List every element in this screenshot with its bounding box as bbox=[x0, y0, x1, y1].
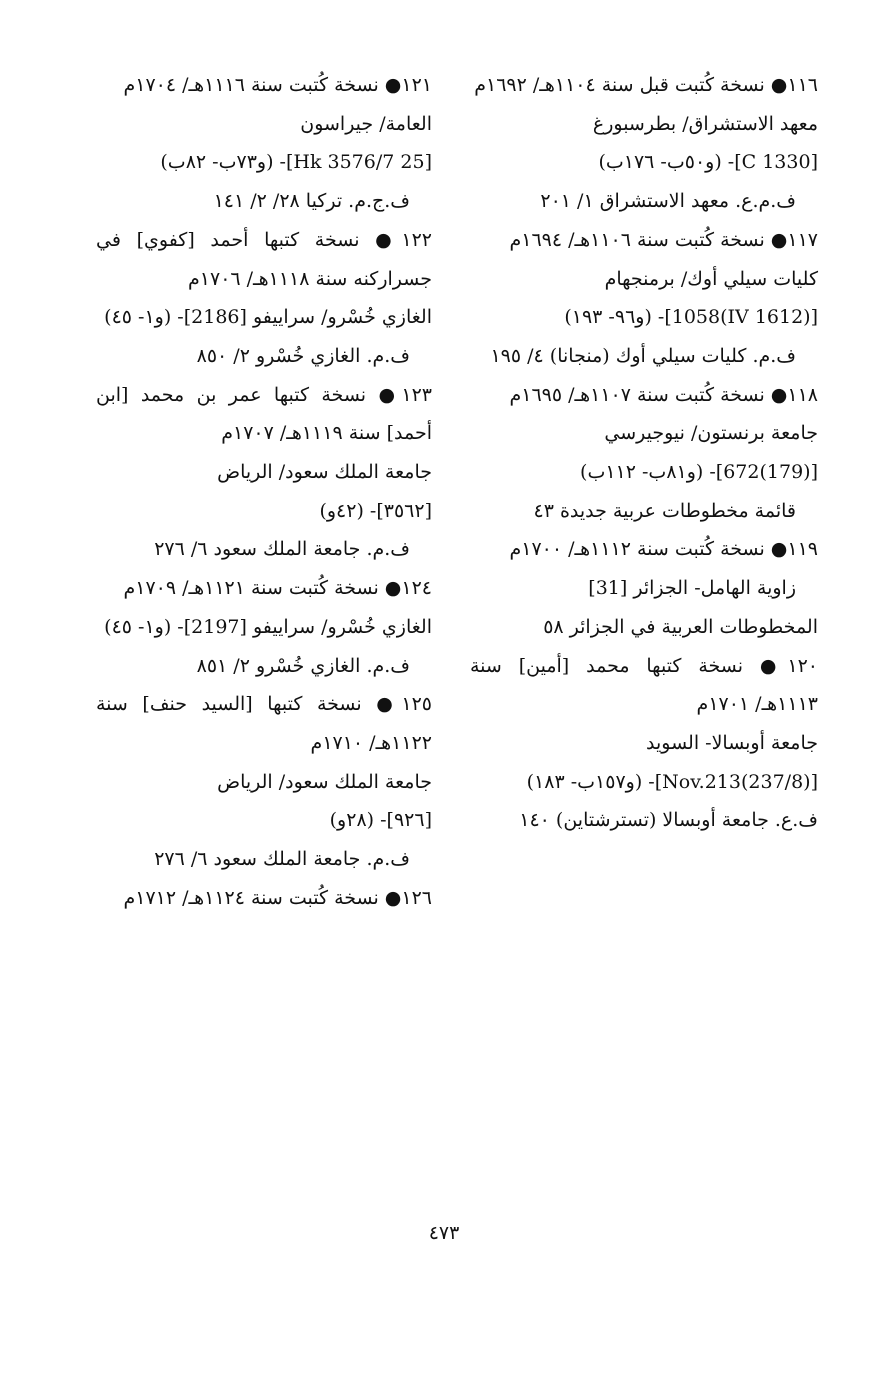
entry-118 bbox=[470, 376, 818, 531]
catalog-reference: ف.م. جامعة الملك سعود ٦/ ٢٧٦ bbox=[154, 538, 410, 561]
catalog-reference: ف.م. كليات سيلي أوك (منجانا) ٤/ ١٩٥ bbox=[490, 344, 796, 367]
library-line: زاوية الهامل- الجزائر [31] bbox=[588, 577, 796, 600]
library-line: جامعة أوبسالا- السويد bbox=[646, 731, 818, 754]
library-line: الغازي خُسْرو/ سراييفو [2186]- (و١- ٤٥) bbox=[104, 306, 432, 329]
entry-heading: ١١٩● نسخة كُتبت سنة ١١١٢هـ/ ١٧٠٠م bbox=[509, 538, 818, 561]
shelfmark-line: [٣٥٦٢]- (٤٢و) bbox=[319, 499, 432, 522]
entry-heading: ١٢١● نسخة كُتبت سنة ١١١٦هـ/ ١٧٠٤م bbox=[123, 74, 432, 96]
shelfmark-line: [(1612 IV)1058]- (و٩٦- ١٩٣) bbox=[564, 306, 818, 329]
library-line: العامة/ جيراسون bbox=[300, 112, 432, 135]
entry-heading: ١٢٠● نسخة كتبها محمد [أمين] سنة ١١١٣هـ/ ١٧٠١م bbox=[470, 654, 818, 716]
shelfmark-line: [(237/8)Nov.213]- (و١٥٧ب- ١٨٣) bbox=[526, 770, 818, 793]
shelfmark-line: [C 1330]- (و٥٠ب- ١٧٦ب) bbox=[598, 151, 818, 174]
entry-heading: ١٢٤● نسخة كُتبت سنة ١١٢١هـ/ ١٧٠٩م bbox=[123, 577, 432, 600]
catalog-reference: ف.ع. جامعة أوبسالا (تسترشتاين) ١٤٠ bbox=[519, 809, 818, 832]
entry-heading: ١٢٥● نسخة كتبها [السيد حنف] سنة ١١٢٢هـ/ ١٧١٠م bbox=[96, 693, 432, 754]
catalog-reference: ف.ج.م. تركيا ٢٨/ ٢/ ١٤١ bbox=[213, 190, 410, 213]
library-line: جامعة الملك سعود/ الرياض bbox=[217, 770, 432, 793]
library-line: معهد الاستشراق/ بطرسبورغ bbox=[592, 112, 818, 135]
entry-119 bbox=[470, 530, 818, 646]
library-line: جامعة الملك سعود/ الرياض bbox=[217, 461, 432, 484]
catalog-reference: ف.م. الغازي خُسْرو ٢/ ٨٥٠ bbox=[196, 344, 410, 367]
catalog-reference: قائمة مخطوطات عربية جديدة ٤٣ bbox=[533, 499, 796, 522]
catalog-reference: المخطوطات العربية في الجزائر ٥٨ bbox=[543, 615, 818, 638]
entry-125 bbox=[96, 685, 432, 879]
catalog-reference: ف.م. الغازي خُسْرو ٢/ ٨٥١ bbox=[196, 654, 410, 677]
entry-heading: ١١٧● نسخة كُتبت سنة ١١٠٦هـ/ ١٦٩٤م bbox=[509, 228, 818, 251]
library-line: الغازي خُسْرو/ سراييفو [2197]- (و١- ٤٥) bbox=[104, 615, 432, 638]
library-line: جامعة برنستون/ نيوجيرسي bbox=[604, 422, 818, 445]
entry-heading: ١٢٢● نسخة كتبها أحمد [كفوي] في جسراركنه سنة ١١١٨هـ/ ١٧٠٦م bbox=[96, 228, 432, 290]
entry-heading: ١١٨● نسخة كُتبت سنة ١١٠٧هـ/ ١٦٩٥م bbox=[509, 383, 818, 406]
entry-heading: ١١٦● نسخة كُتبت قبل سنة ١١٠٤هـ/ ١٦٩٢م bbox=[474, 74, 818, 96]
entry-116 bbox=[470, 66, 818, 221]
entry-124 bbox=[96, 569, 432, 685]
entry-122 bbox=[96, 221, 432, 376]
page-number: ٤٧٣ bbox=[428, 1222, 460, 1244]
catalog-reference: ف.م. جامعة الملك سعود ٦/ ٢٧٦ bbox=[154, 848, 410, 871]
library-line: كليات سيلي أوك/ برمنجهام bbox=[604, 267, 818, 290]
right-column bbox=[470, 66, 818, 840]
catalog-reference: ف.م.ع. معهد الاستشراق ١/ ٢٠١ bbox=[540, 190, 796, 213]
entry-121 bbox=[96, 66, 432, 221]
entry-126 bbox=[96, 879, 432, 918]
shelfmark-line: [25 Hk 3576/7]- (و٧٣ب- ٨٢ب) bbox=[160, 151, 432, 174]
entry-123 bbox=[96, 376, 432, 570]
entry-heading: ١٢٦● نسخة كُتبت سنة ١١٢٤هـ/ ١٧١٢م bbox=[123, 886, 432, 909]
entry-117 bbox=[470, 221, 818, 376]
entry-120 bbox=[470, 647, 818, 841]
entry-heading: ١٢٣● نسخة كتبها عمر بن محمد [ابن أحمد] سنة ١١١٩هـ/ ١٧٠٧م bbox=[96, 383, 432, 445]
left-column bbox=[96, 66, 432, 917]
shelfmark-line: [٩٢٦]- (٢٨و) bbox=[329, 809, 432, 832]
shelfmark-line: [(179)672]- (و٨١ب- ١١٢ب) bbox=[580, 461, 818, 484]
